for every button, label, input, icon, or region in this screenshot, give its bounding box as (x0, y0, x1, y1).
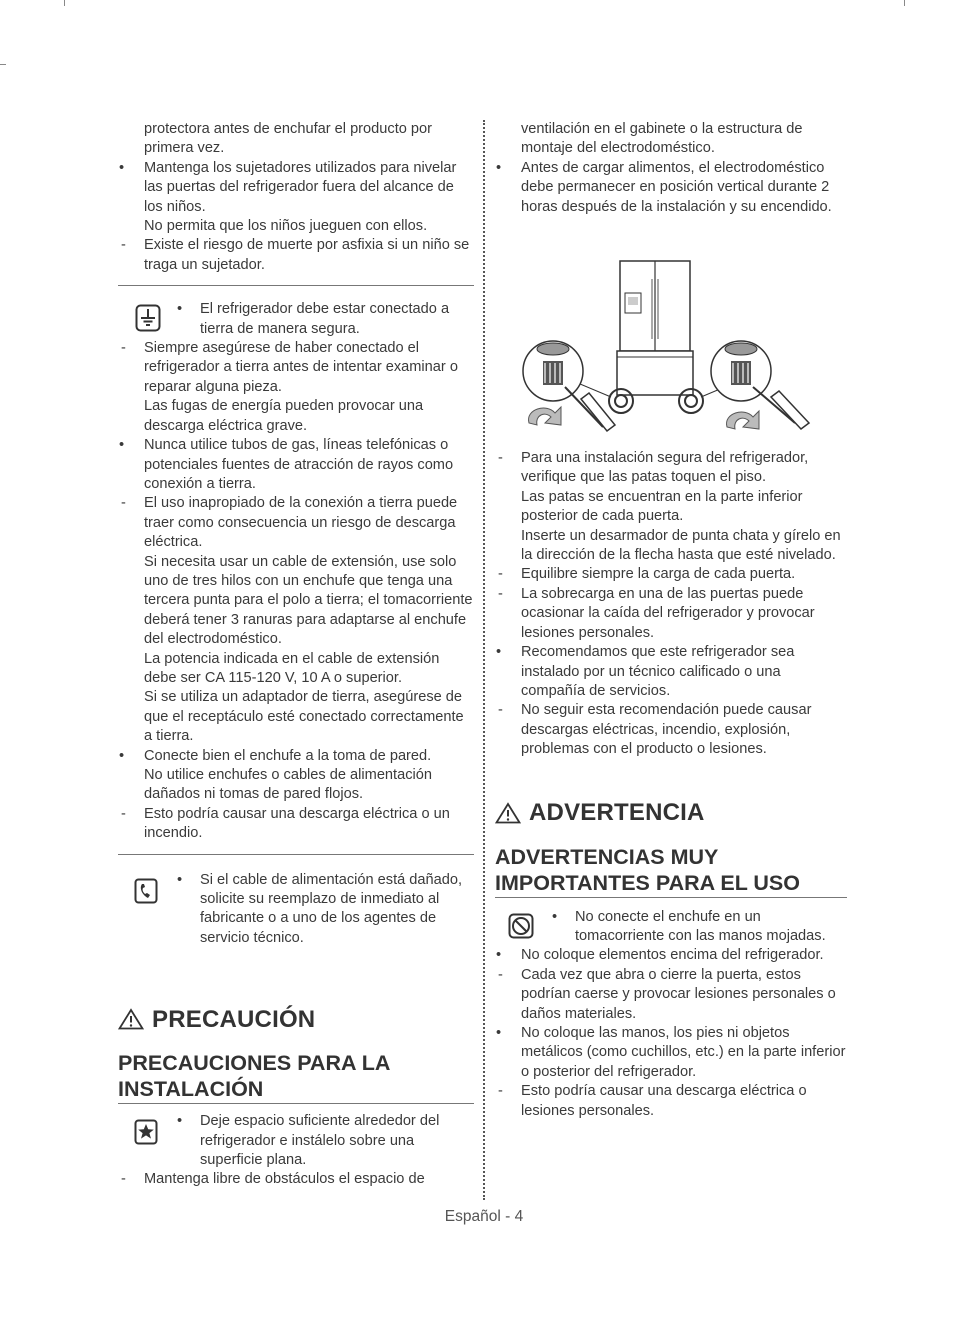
dash-item: - Mantenga libre de obstáculos el espacio de (118, 1170, 474, 1189)
installation-heading: PRECAUCIONES PARA LA INSTALACIÓN (118, 1050, 474, 1104)
important-heading: ADVERTENCIAS MUY IMPORTANTES PARA EL USO (495, 844, 847, 898)
bullet-item: • Nunca utilice tubos de gas, líneas telefónicas o potenciales fuentes de atracción de rayos como conexión a tierra. (118, 436, 474, 494)
important-heading-wrap (495, 844, 847, 898)
dash-item: - Esto podría causar una descarga eléctrica o un incendio. (118, 805, 474, 844)
bullet-item: • Mantenga los sujetadores utilizados para nivelar las puertas del refrigerador fuera del alcance de los niños. (118, 159, 474, 217)
ground-note (118, 300, 474, 339)
bullet-item: • Conecte bien el enchufe a la toma de pared. (118, 747, 474, 766)
section-rule (118, 854, 474, 855)
intro-text-right: ventilación en el gabinete o la estructura de montaje del electrodoméstico. (521, 121, 803, 157)
child-safety-list (118, 159, 474, 275)
dash-item: - Cada vez que abra o cierre la puerta, estos podrían caerse y provocar lesiones personales o daños materiales. (495, 966, 847, 1024)
dash-item: - Equilibre siempre la carga de cada puerta. (495, 565, 847, 584)
crop-mark (0, 64, 6, 65)
paragraph: Si necesita usar un cable de extensión, use solo uno de tres hilos con un enchufe que tenga una tercera punta para el polo a tierra; el tomacorriente deberá tener 3 ranuras para adaptarse al enchufe del electrodoméstico. (144, 553, 473, 648)
paragraph: No permita que los niños jueguen con ellos. (144, 218, 428, 235)
page-number: Español - 4 (444, 1208, 524, 1225)
warning-triangle-icon (118, 1008, 144, 1030)
ground-plug-icon (134, 304, 162, 332)
bullet-item: • No coloque elementos encima del refrigerador. (495, 946, 847, 965)
right-column (495, 120, 847, 1121)
column-divider (483, 120, 485, 1200)
star-note-text: • Deje espacio suficiente alrededor del refrigerador e instálelo sobre una superficie plana. (176, 1112, 474, 1170)
dash-item: - No seguir esta recomendación puede causar descargas eléctricas, incendio, explosión, problemas con el producto o lesiones. (495, 701, 847, 759)
grounding-list (118, 339, 474, 844)
bullet-item: • Recomendamos que este refrigerador sea instalado por un técnico calificado o una compañía de servicios. (495, 643, 847, 701)
dash-item: - Para una instalación segura del refrigerador, verifique que las patas toquen el piso. (495, 449, 847, 488)
crop-mark (64, 0, 65, 6)
paragraph: Las patas se encuentran en la parte inferior posterior de cada puerta. (521, 488, 803, 525)
bullet-item: • No coloque las manos, los pies ni objetos metálicos (como cuchillos, etc.) en la parte inferior o posterior del refrigerador. (495, 1024, 847, 1082)
phone-note-text: • Si el cable de alimentación está dañado, solicite su reemplazo de inmediato al fabricante o a uno de los agentes de servicio técnico. (176, 871, 474, 949)
dash-item: - Esto podría causar una descarga eléctrica o lesiones personales. (495, 1082, 847, 1121)
warning-title: ADVERTENCIA (529, 798, 705, 826)
paragraph: Las fugas de energía pueden provocar una descarga eléctrica grave. (144, 398, 424, 434)
ground-note-text: • El refrigerador debe estar conectado a tierra de manera segura. (176, 300, 474, 339)
warning-triangle-icon (495, 802, 521, 824)
caution-heading (118, 1005, 474, 1033)
paragraph: No utilice enchufes o cables de alimentación dañados ni tomas de pared flojos. (144, 767, 432, 803)
leveling-illustration (495, 239, 847, 449)
phone-icon (132, 877, 160, 905)
dash-item: - Siempre asegúrese de haber conectado el refrigerador a tierra antes de intentar examinar o reparar alguna pieza. (118, 339, 474, 397)
caution-title: PRECAUCIÓN (152, 1005, 316, 1033)
no-wet-hands-note (495, 908, 847, 947)
ventilation-list (118, 1170, 474, 1189)
left-column (118, 120, 474, 1190)
star-icon (132, 1118, 160, 1146)
upright-bullet: • Antes de cargar alimentos, el electrodoméstico debe permanecer en posición vertical durante 2 horas después de la instalación y su encendido. (495, 159, 847, 217)
refrigerator-leveling-figure (495, 239, 847, 449)
usage-warnings-list (495, 946, 847, 1121)
intro-text: protectora antes de enchufar el producto por primera vez. (144, 121, 433, 157)
phone-note (118, 871, 474, 949)
paragraph: Inserte un desarmador de punta chata y gírelo en la dirección de la flecha hasta que esté nivelado. (521, 527, 841, 564)
dash-item: - Existe el riesgo de muerte por asfixia si un niño se traga un sujetador. (118, 236, 474, 275)
no-wet-hands-text: • No conecte el enchufe en un tomacorriente con las manos mojadas. (551, 908, 847, 947)
paragraph: La potencia indicada en el cable de extensión debe ser CA 115-120 V, 10 A o superior. (144, 650, 440, 686)
warning-heading (495, 798, 847, 826)
crop-mark (904, 0, 905, 6)
paragraph: Si se utiliza un adaptador de tierra, asegúrese de que el receptáculo esté conectado correctamente a tierra. (144, 689, 464, 745)
install-heading-wrap (118, 1050, 474, 1104)
dash-item: - La sobrecarga en una de las puertas puede ocasionar la caída del refrigerador y provocar lesiones personales. (495, 585, 847, 643)
prohibited-icon (507, 912, 535, 940)
caution-heading-wrap (118, 1005, 474, 1033)
section-rule (118, 285, 474, 286)
star-note (118, 1112, 474, 1170)
leveling-list (495, 449, 847, 760)
dash-item: - El uso inapropiado de la conexión a tierra puede traer como consecuencia un riesgo de descarga eléctrica. (118, 494, 474, 552)
warning-heading-wrap (495, 798, 847, 826)
